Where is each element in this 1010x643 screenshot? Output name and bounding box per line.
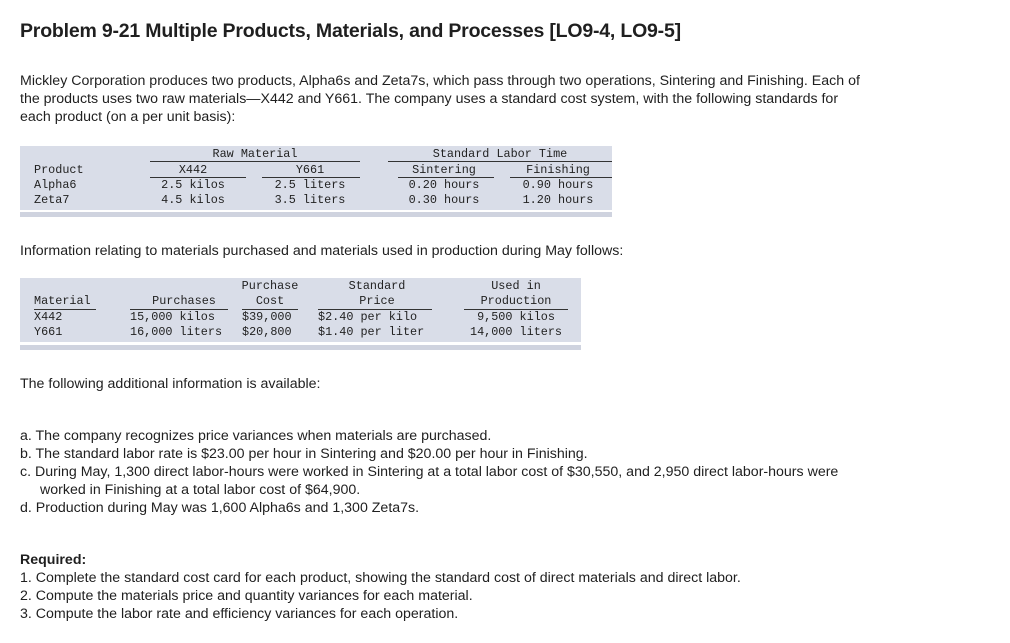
- required-list: [20, 569, 741, 623]
- standards-table: [20, 146, 612, 220]
- table-cell: 0.90 hours: [522, 178, 594, 192]
- col-header-finishing: Finishing: [526, 163, 590, 177]
- table-cell: X442: [34, 310, 63, 324]
- table-cell: 14,000 liters: [469, 325, 563, 339]
- group-header-raw-material: Raw Material: [212, 147, 298, 161]
- col-header-production: Production: [480, 294, 552, 308]
- table-cell: 2.5 kilos: [161, 178, 225, 192]
- table-cell: 3.5 liters: [274, 193, 346, 207]
- group-header-labor-time: Standard Labor Time: [432, 147, 568, 161]
- list-item: a. The company recognizes price variances when materials are purchased.: [20, 428, 492, 444]
- problem-title: Problem 9-21 Multiple Products, Materials, and Processes [LO9-4, LO9-5]: [20, 20, 681, 42]
- table-cell: $39,000: [242, 310, 292, 324]
- col-header-purchase: Purchase: [241, 279, 299, 293]
- table-cell: 9,500 kilos: [477, 310, 555, 324]
- col-header-cost: Cost: [255, 294, 285, 308]
- info-line: Information relating to materials purchased and materials used in production during May follows:: [20, 243, 624, 259]
- table-cell: 0.30 hours: [408, 193, 480, 207]
- additional-info-list: [20, 427, 838, 517]
- materials-table: [20, 278, 581, 351]
- list-item: 1. Complete the standard cost card for each product, showing the standard cost of direct materials and direct labor.: [20, 570, 741, 586]
- table-cell: 1.20 hours: [522, 193, 594, 207]
- table-cell: Y661: [34, 325, 63, 339]
- table-cell: $20,800: [242, 325, 292, 339]
- col-header-product: Product: [34, 163, 84, 177]
- col-header-x442: X442: [178, 163, 208, 177]
- table-cell: 16,000 liters: [130, 325, 223, 339]
- col-header-used-in: Used in: [491, 279, 541, 293]
- group-underline: [388, 161, 612, 162]
- col-header-y661: Y661: [295, 163, 325, 177]
- list-item: 3. Compute the labor rate and efficiency variances for each operation.: [20, 606, 459, 622]
- required-heading: Required:: [20, 552, 87, 568]
- intro-paragraph: [20, 72, 860, 126]
- list-item: 2. Compute the materials price and quantity variances for each material.: [20, 588, 473, 604]
- list-item: c. During May, 1,300 direct labor-hours were worked in Sintering at a total labor cost of $30,550, and 2,950 direct labor-hours were: [20, 464, 839, 480]
- additional-info-line: The following additional information is available:: [20, 376, 321, 392]
- list-item: worked in Finishing at a total labor cost of $64,900.: [40, 482, 361, 498]
- col-header-price: Price: [359, 294, 395, 308]
- table-cell: $2.40 per kilo: [318, 310, 418, 324]
- table-cell: 15,000 kilos: [130, 310, 215, 324]
- col-header-standard: Standard: [348, 279, 406, 293]
- intro-line: the products uses two raw materials—X442 and Y661. The company uses a standard cost system, with the following standards for: [20, 91, 839, 107]
- list-item: d. Production during May was 1,600 Alpha6s and 1,300 Zeta7s.: [20, 500, 420, 516]
- col-header-material: Material: [34, 294, 91, 308]
- table-cell: Zeta7: [34, 193, 70, 207]
- table-cell: 0.20 hours: [408, 178, 480, 192]
- table-cell: Alpha6: [34, 178, 77, 192]
- group-underline: [150, 161, 360, 162]
- list-item: b. The standard labor rate is $23.00 per hour in Sintering and $20.00 per hour in Finishing.: [20, 446, 588, 462]
- intro-line: each product (on a per unit basis):: [20, 109, 236, 125]
- table-cell: 4.5 kilos: [161, 193, 225, 207]
- intro-line: Mickley Corporation produces two products, Alpha6s and Zeta7s, which pass through two operations, Sintering and Finishing. Each of: [20, 73, 860, 89]
- table-cell: 2.5 liters: [274, 178, 346, 192]
- col-header-purchases: Purchases: [152, 294, 216, 308]
- table-cell: $1.40 per liter: [318, 325, 425, 339]
- col-header-sintering: Sintering: [412, 163, 476, 177]
